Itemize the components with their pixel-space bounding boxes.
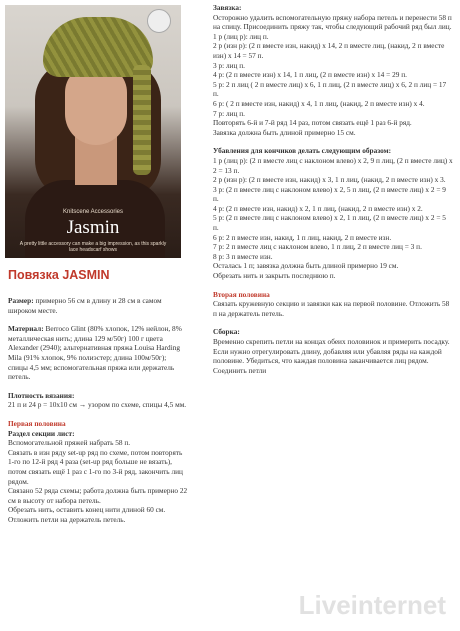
first-half-line: Вспомогательной пряжей набрать 58 п. <box>8 438 131 448</box>
first-half-line: Связать в изн ряду set-up ряд по схеме, потом повторять 1-го по 12-й ряд 4 раза (set-up ряд больше не вязать), потом связать ещё 1 раз с 1-го по 3-й ряд, закончить лиц рядом. <box>8 447 183 486</box>
first-half-line: Обрезать нить, оставить конец нити длиной 60 см. <box>8 505 166 515</box>
second-half-heading: Вторая половина <box>213 289 270 299</box>
tie-row: 5 р: 2 п лиц ( 2 п вместе лиц) х 6, 1 п лиц, (2 п вместе лиц) х 6, 2 п лиц = 17 п. <box>213 79 447 99</box>
size-label: Размер: <box>8 296 34 305</box>
tie-row: 6 р: ( 2 п вместе изн, накид) х 4, 1 п лиц, (накид, 2 п вместе изн) х 4. <box>213 98 425 108</box>
decrease-heading: Убавления для кончиков делать следующим образом: <box>213 146 392 156</box>
page-title: Повязка JASMIN <box>8 268 110 282</box>
decrease-row: 5 р: (2 п вместе лиц с наклоном влево) х 2, 1 п лиц, (2 п вместе лиц) х 2 = 5 п. <box>213 213 446 233</box>
gauge-text: 21 п и 24 р = 10х10 см → узором по схеме, спицы 4,5 мм. <box>8 400 187 410</box>
tie-intro: Осторожно удалить вспомогательную пряжу набора петель и перенести 58 п на спицу. Присоединить пряжу так, чтобы следующий рабочий ряд был лиц. <box>213 12 452 32</box>
decrease-outro: Обрезать нить и закрыть последнюю п. <box>213 271 336 281</box>
decrease-row: 8 р: 3 п вместе изн. <box>213 251 273 261</box>
decrease-row: 3 р: (2 п вместе лиц с наклоном влево) х 2, 5 п лиц, (2 п вместе лиц) х 2 = 9 п. <box>213 184 446 204</box>
gauge-heading: Плотность вязания: <box>8 390 75 400</box>
first-half-line: Связано 52 ряда схемы; работа должна быть примерно 22 см в высоту от набора петель. <box>8 486 188 505</box>
cover-blurb: A pretty little accessory can make a big impression, as this sparkly lace headscarf shows <box>19 241 167 253</box>
second-half-text: Связать кружевную секцию и завязки как на первой половине. Отложить 58 п на держатель петель. <box>213 299 450 318</box>
size-text: примерно 56 см в длину и 28 см в самом широком месте. <box>8 296 162 315</box>
watermark: Liveinternet <box>298 590 446 620</box>
first-half-line: Отложить петли на держатель петель. <box>8 514 126 524</box>
decrease-row: 1 р (лиц р): (2 п вместе лиц с наклоном влево) х 2, 9 п лиц, (2 п вместе лиц) х 2 = 13 п. <box>213 155 453 175</box>
decrease-row: 7 р: 2 п вместе лиц с наклоном влево, 1 п лиц, 2 п вместе лиц = 3 п. <box>213 242 422 252</box>
right-column <box>213 3 453 375</box>
tie-outro: Завязка должна быть длиной примерно 15 см. <box>213 127 356 137</box>
material-label: Материал: <box>8 324 44 334</box>
tie-row: 1 р (лиц р): лиц п. <box>213 31 269 41</box>
cover-title: Jasmin <box>66 217 120 238</box>
left-column <box>8 268 188 524</box>
cover-badge <box>147 9 171 33</box>
decrease-row: 4 р: (2 п вместе изн, накид) х 2, 1 п лиц, (накид, 2 п вместе изн) х 2. <box>213 203 423 213</box>
assembly-heading: Сборка: <box>213 327 240 337</box>
cover-photo <box>5 5 181 258</box>
decrease-row: 2 р (изн р): (2 п вместе изн, накид) х 3, 1 п лиц, (накид, 2 п вместе изн) х 3. <box>213 175 446 185</box>
material-text: Berroco Glint (80% хлопок, 12% нейлон, 8% металлическая нить; длина 129 м/50г) 100 г цвета Alexander (2940); альтернативная пряжа Louisa Harding Mila (91% хлопок, 9% полиэстер; длина 100м/50г); спицы 4,5 мм; вспомогательная пряжа или держатель петель. <box>8 324 182 382</box>
cover-series: Knitscene Accessories <box>62 209 124 215</box>
size-paragraph <box>8 296 188 315</box>
material-paragraph <box>8 324 188 382</box>
tie-row: 3 р: лиц п. <box>213 60 245 70</box>
assembly-text: Временно скрепить петли на концах обеих половинок и примерить посадку. Если нужно отрегулировать длину, добавляя или убавляя ряды на каждой половине. Убедиться, что каждая половина заканчивается лиц рядом. Соединить петли <box>213 337 450 375</box>
decrease-row: 6 р: 2 п вместе изн, накид, 1 п лиц, накид, 2 п вместе изн. <box>213 232 392 242</box>
tie-row: 2 р (изн р): (2 п вместе изн, накид) х 14, 2 п вместе лиц, (накид, 2 п вместе изн) х 14 = 57 п. <box>213 41 445 60</box>
first-half-heading: Первая половина <box>8 418 66 428</box>
tie-row: 7 р: лиц п. <box>213 108 245 118</box>
scarf-tail-shape <box>133 65 151 175</box>
decrease-outro: Осталась 1 п; завязка должна быть длиной примерно 19 см. <box>213 261 399 271</box>
tie-outro: Повторять 6-й и 7-й ряд 14 раз, потом связать ещё 1 раз 6-й ряд. <box>213 118 412 128</box>
tie-row: 4 р: (2 п вместе изн) х 14, 1 п лиц, (2 п вместе изн) х 14 = 29 п. <box>213 70 407 80</box>
first-half-subheading: Раздел секции лист: <box>8 428 75 438</box>
face-shape <box>65 65 127 145</box>
tie-heading: Завязка: <box>213 3 242 12</box>
